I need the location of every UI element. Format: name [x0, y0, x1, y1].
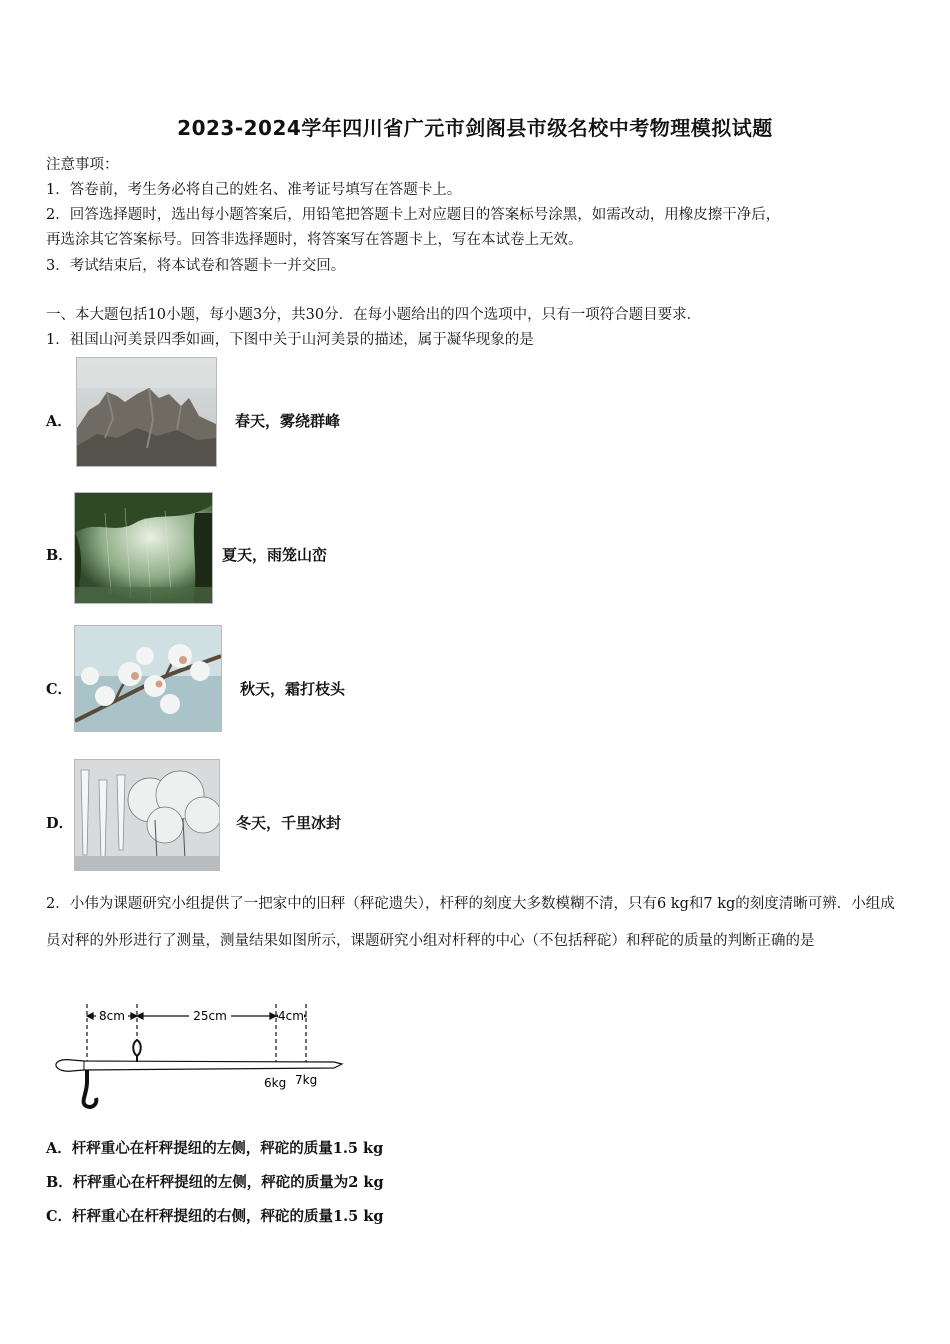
steelyard-diagram — [44, 998, 354, 1113]
question-2-option-a: A．杆秤重心在杆秤提纽的左侧，秤砣的质量1.5 kg — [46, 1140, 384, 1157]
option-c-letter: C． — [46, 681, 73, 698]
scale-mark-7kg: 7kg — [295, 1073, 318, 1087]
question-2-option-c: C．杆秤重心在杆秤提纽的右侧，秤砣的质量1.5 kg — [46, 1208, 384, 1225]
notice-item-1: 1．答卷前，考生务必将自己的姓名、准考证号填写在答题卡上。 — [46, 182, 462, 198]
ice-trees-photo — [74, 759, 220, 871]
notice-item-2a: 2．回答选择题时，选出每小题答案后，用铅笔把答题卡上对应题目的答案标号涂黑，如需改动，用橡皮擦干净后， — [46, 207, 781, 223]
option-d-text: 冬天，千里冰封 — [236, 814, 342, 832]
option-a-text: 春天，雾绕群峰 — [235, 412, 341, 430]
question-2-stem: 2．小伟为课题研究小组提供了一把家中的旧秤（秤砣遗失），杆秤的刻度大多数模糊不清，只有6 kg和7 kg的刻度清晰可辨．小组成员对秤的外形进行了测量，测量结果如图所示，课题研究小组对杆秤的中心（不包括秤砣）和秤砣的质量的判断正确的是 — [46, 896, 895, 949]
scale-mark-6kg: 6kg — [264, 1076, 287, 1090]
notice-item-3: 3．考试结束后，将本试卷和答题卡一并交回。 — [46, 258, 346, 274]
section-heading: 一、本大题包括10小题，每小题3分，共30分．在每小题给出的四个选项中，只有一项符合题目要求． — [46, 307, 702, 323]
page-title: 2023-2024学年四川省广元市剑阁县市级名校中考物理模拟试题 — [177, 116, 773, 140]
question-1-stem: 1．祖国山河美景四季如画，下图中关于山河美景的描述，属于凝华现象的是 — [46, 332, 534, 348]
option-b-letter: B． — [46, 547, 73, 564]
option-a-letter: A． — [46, 413, 72, 430]
dimension-label-3: 4cm — [278, 1009, 304, 1023]
option-d-letter: D． — [46, 815, 74, 832]
frost-branch-photo — [74, 625, 222, 732]
dimension-label-2: 25cm — [193, 1009, 227, 1023]
rain-forest-photo — [74, 492, 213, 604]
question-2-option-b: B．杆秤重心在杆秤提纽的左侧，秤砣的质量为2 kg — [46, 1174, 384, 1191]
option-c-text: 秋天，霜打枝头 — [240, 680, 346, 698]
dimension-label-1: 8cm — [99, 1009, 125, 1023]
option-b-text: 夏天，雨笼山峦 — [222, 546, 328, 564]
notice-heading: 注意事项： — [46, 157, 119, 173]
mountain-mist-photo — [76, 357, 217, 467]
notice-item-2b: 再选涂其它答案标号。回答非选择题时，将答案写在答题卡上，写在本试卷上无效。 — [46, 232, 583, 248]
